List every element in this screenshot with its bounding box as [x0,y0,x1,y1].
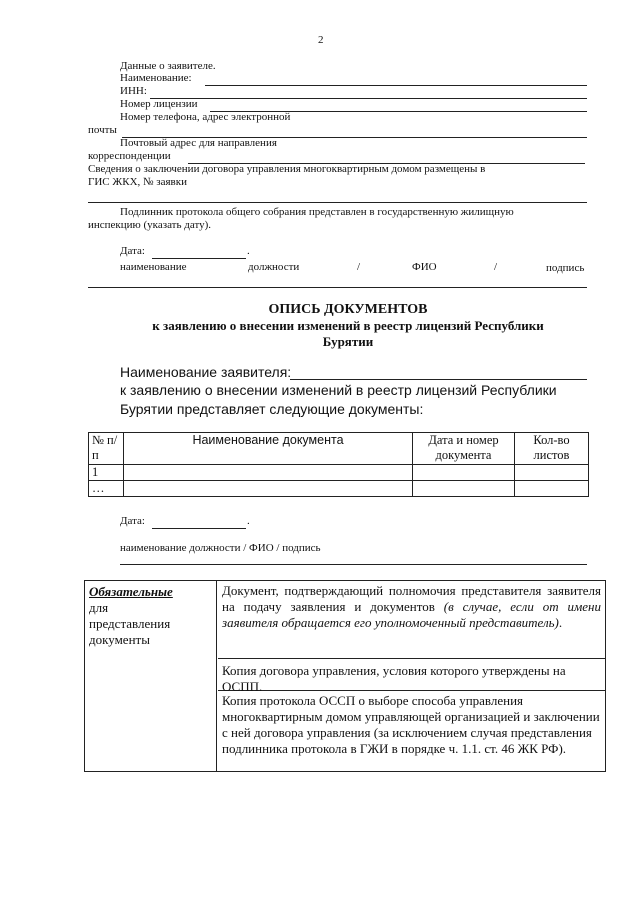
inventory-applicant-label: Наименование заявителя: [120,364,292,380]
row-sheet-count[interactable] [515,481,589,497]
row-sheet-count[interactable] [515,465,589,481]
inn-field[interactable] [150,98,587,99]
sign-separator-2: / [494,261,498,273]
name-label: Наименование: [120,72,192,84]
inventory-intro: к заявлению о внесении изменений в реестр лицензий Республики [120,382,557,398]
sign-signature-label: подпись [546,262,585,274]
postal-label: Почтовый адрес для направления [120,137,277,149]
required-label-bold: Обязательные [89,584,173,599]
col-name-header: Наименование документа [124,433,413,465]
required-label-line: представления [89,616,171,631]
protocol-label: Подлинник протокола общего собрания представлен в государственную жилищную [120,206,514,218]
contract-field[interactable] [88,202,587,203]
inventory-subtitle-cont: Бурятии [322,334,374,349]
table-header-row [89,433,589,465]
required-documents-table [84,580,606,772]
required-item-protocol-copy: Копия протокола ОССП о выборе способа управления многоквартирным домом управляющей организацией и заключении с ней договора управления (за исключением случая представления подлинника протокола в ГЖИ в порядке ч. 1.1. ст. 46 ЖК РФ). [222,693,600,756]
table-row[interactable] [89,465,589,481]
row-document-name[interactable] [124,481,413,497]
required-items-cell [218,581,605,771]
contract-label: Сведения о заключении договора управления многоквартирным домом размещены в [88,163,486,175]
required-item-contract-copy: Копия договора управления, условия которого утверждены на ОСПП. [218,663,605,691]
required-item-power-of-attorney [218,583,605,659]
table-row[interactable] [89,481,589,497]
row-date-number[interactable] [413,481,515,497]
contract-label-cont: ГИС ЖКХ, № заявки [88,176,187,188]
row-number: 1 [89,465,124,481]
sign-fio-label: ФИО [412,261,437,273]
required-item-1-text: Документ, подтверждающий полномочия представителя заявителя на подачу заявления и документов [222,583,601,614]
date-suffix: . [247,245,250,257]
documents-table [88,432,589,497]
inventory-signature-line[interactable] [120,564,587,565]
date-label: Дата: [120,245,145,257]
inventory-applicant-field[interactable] [290,379,587,380]
license-label: Номер лицензии [120,98,198,110]
row-date-number[interactable] [413,465,515,481]
phone-label-cont: почты [88,124,117,136]
name-field[interactable] [205,85,587,86]
inventory-signature-label: наименование должности / ФИО / подпись [120,542,321,554]
col-sheets-header: Кол-во листов [515,433,589,465]
sign-separator: / [357,261,361,273]
phone-label: Номер телефона, адрес электронной [120,111,291,123]
postal-label-cont: корреспонденции [88,150,171,162]
required-label-line: для [89,600,109,615]
inn-label: ИНН: [120,85,147,97]
sign-position-label-2: должности [248,261,300,273]
required-item-1-end: . [558,615,563,630]
inventory-title: ОПИСЬ ДОКУМЕНТОВ [268,302,428,317]
sign-line[interactable] [88,287,587,288]
required-label-cell [85,581,217,771]
row-document-name[interactable] [124,465,413,481]
required-label-line: документы [89,632,150,647]
required-item-1-note: (в случае, если от имени заявителя обращается его уполномоченный представитель) [222,599,601,630]
date-field[interactable] [152,258,246,259]
page-number: 2 [318,34,324,46]
inventory-subtitle: к заявлению о внесении изменений в реестр лицензий Республики [152,318,544,333]
inventory-intro-cont: Бурятии представляет следующие документы: [120,401,424,417]
protocol-label-cont: инспекцию (указать дату). [88,219,212,231]
inventory-date-suffix: . [247,515,250,527]
col-date-header: Дата и номер документа [413,433,515,465]
row-number: … [89,481,124,497]
applicant-heading: Данные о заявителе. [120,60,216,72]
inventory-date-field[interactable] [152,528,246,529]
sign-position-label: наименование [120,261,187,273]
inventory-date-label: Дата: [120,515,145,527]
col-number-header: № п/п [89,433,124,465]
